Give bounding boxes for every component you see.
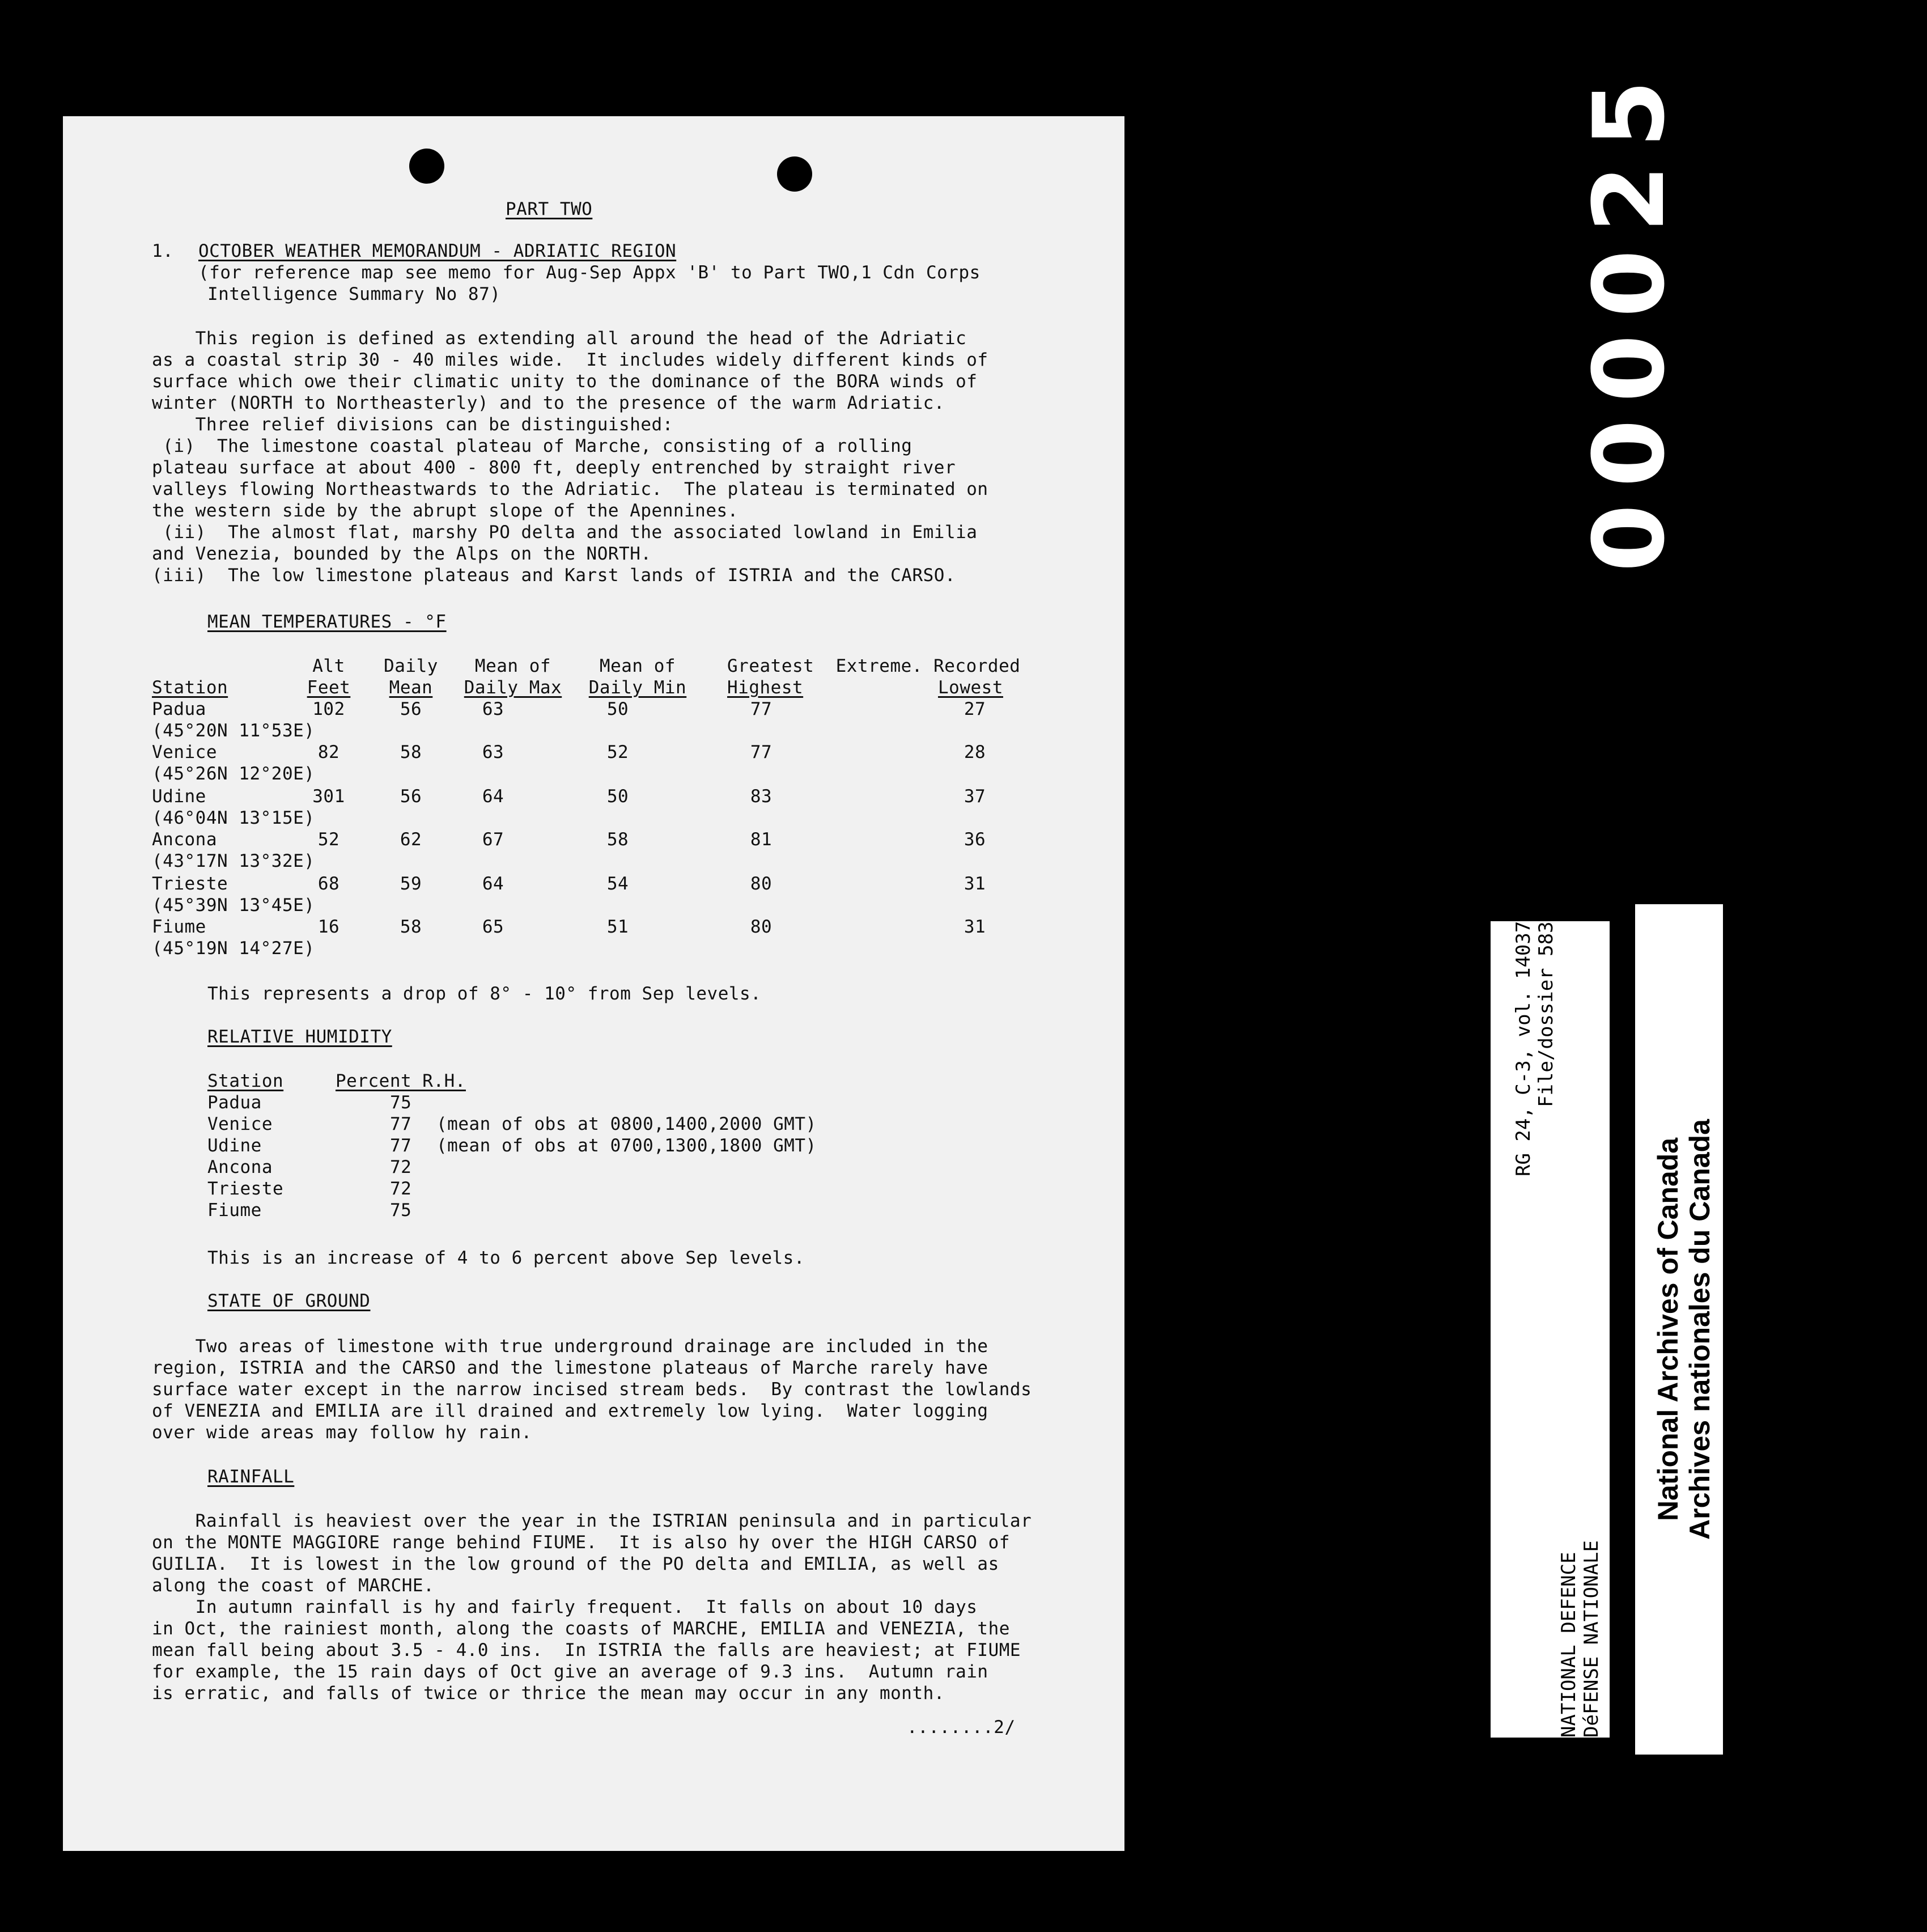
- temp-max: 63: [482, 699, 504, 719]
- humidity-note: (mean of obs at 0800,1400,2000 GMT): [436, 1114, 817, 1134]
- archive-name-fr: Archives nationales du Canada: [1684, 1119, 1716, 1540]
- col-alt-line2: Feet: [307, 677, 351, 698]
- temp-alt: 102: [312, 699, 345, 719]
- temp-max: 67: [482, 829, 504, 850]
- memo-reference-line-2: Intelligence Summary No 87): [207, 284, 501, 304]
- temp-station: Trieste: [152, 874, 228, 894]
- col-lowest: Lowest: [938, 677, 1003, 698]
- temp-mean: 62: [400, 829, 422, 850]
- temp-alt: 82: [317, 742, 340, 762]
- temp-max: 64: [482, 874, 504, 894]
- temperature-heading: MEAN TEMPERATURES - °F: [207, 612, 447, 632]
- temp-alt: 301: [312, 786, 345, 807]
- rainfall-line: Rainfall is heaviest over the year in the ISTRIAN peninsula and in particular: [152, 1511, 1032, 1531]
- humidity-value: 75: [390, 1092, 412, 1113]
- humidity-station: Trieste: [207, 1179, 284, 1199]
- humidity-value: 72: [390, 1157, 412, 1177]
- temp-min: 50: [606, 699, 629, 719]
- col-daily-line2: Mean: [389, 677, 433, 698]
- temp-low: 27: [964, 699, 986, 719]
- rainfall-line: is erratic, and falls of twice or thrice the mean may occur in any month.: [152, 1683, 945, 1704]
- col-highest: Highest: [727, 677, 804, 698]
- torn-corner: [58, 23, 116, 97]
- temp-station: Udine: [152, 786, 206, 807]
- intro-line: and Venezia, bounded by the Alps on the NORTH.: [152, 544, 652, 564]
- ground-line: Two areas of limestone with true underground drainage are included in the: [152, 1336, 988, 1357]
- intro-line: valleys flowing Northeastwards to the Adriatic. The plateau is terminated on: [152, 479, 988, 499]
- intro-line: the western side by the abrupt slope of the Apennines.: [152, 501, 738, 521]
- humidity-value: 72: [390, 1179, 412, 1199]
- frame-number: 000025: [1570, 54, 1689, 581]
- intro-line: plateau surface at about 400 - 800 ft, deeply entrenched by straight river: [152, 457, 956, 478]
- temp-alt: 16: [317, 917, 340, 937]
- ground-line: over wide areas may follow hy rain.: [152, 1422, 532, 1443]
- humidity-station: Fiume: [207, 1200, 262, 1221]
- memo-title: OCTOBER WEATHER MEMORANDUM - ADRIATIC REGION: [198, 241, 677, 261]
- temp-station: Ancona: [152, 829, 217, 850]
- rainfall-line: in Oct, the rainiest month, along the coasts of MARCHE, EMILIA and VENEZIA, the: [152, 1619, 1010, 1639]
- temp-coord: (45°19N 14°27E): [152, 938, 315, 959]
- ground-line: region, ISTRIA and the CARSO and the limestone plateaus of Marche rarely have: [152, 1358, 988, 1378]
- rainfall-line: mean fall being about 3.5 - 4.0 ins. In ISTRIA the falls are heaviest; at FIUME: [152, 1640, 1021, 1660]
- rainfall-line: along the coast of MARCHE.: [152, 1575, 435, 1596]
- fonds-reference: [1512, 921, 1557, 1738]
- department-label: [1557, 921, 1603, 1738]
- temp-high: 77: [750, 699, 773, 719]
- archive-label: [1635, 904, 1723, 1755]
- temp-min: 52: [606, 742, 629, 762]
- intro-line: (iii) The low limestone plateaus and Karst lands of ISTRIA and the CARSO.: [152, 565, 956, 586]
- humidity-station: Padua: [207, 1092, 262, 1113]
- humidity-heading: RELATIVE HUMIDITY: [207, 1027, 392, 1047]
- rainfall-line: for example, the 15 rain days of Oct give an average of 9.3 ins. Autumn rain: [152, 1662, 988, 1682]
- temp-min: 51: [606, 917, 629, 937]
- ground-line: surface water except in the narrow incised stream beds. By contrast the lowlands: [152, 1379, 1032, 1400]
- temp-coord: (46°04N 13°15E): [152, 808, 315, 828]
- punch-hole-left: [409, 149, 444, 184]
- rainfall-line: GUILIA. It is lowest in the low ground of the PO delta and EMILIA, as well as: [152, 1554, 999, 1574]
- temp-coord: (45°20N 11°53E): [152, 721, 315, 741]
- temp-station: Padua: [152, 699, 206, 719]
- humidity-station: Ancona: [207, 1157, 273, 1177]
- humidity-note: (mean of obs at 0700,1300,1800 GMT): [436, 1136, 817, 1156]
- col-extreme-line1: Greatest Extreme. Recorded: [727, 656, 1021, 676]
- department-line-1: NATIONAL DEFENCE: [1557, 1552, 1580, 1738]
- temp-high: 77: [750, 742, 773, 762]
- temperature-note: This represents a drop of 8° - 10° from Sep levels.: [207, 984, 762, 1004]
- humidity-station: Udine: [207, 1136, 262, 1156]
- department-line-2: DéFENSE NATIONALE: [1580, 1540, 1603, 1738]
- part-heading: PART TWO: [506, 199, 593, 219]
- temp-high: 83: [750, 786, 773, 807]
- temp-low: 37: [964, 786, 986, 807]
- intro-line: as a coastal strip 30 - 40 miles wide. It includes widely different kinds of: [152, 350, 988, 370]
- temp-low: 28: [964, 742, 986, 762]
- memo-reference-line-1: (for reference map see memo for Aug-Sep Appx 'B' to Part TWO,1 Cdn Corps: [198, 262, 981, 283]
- ground-line: of VENEZIA and EMILIA are ill drained and extremely low lying. Water logging: [152, 1401, 988, 1421]
- temp-low: 36: [964, 829, 986, 850]
- temp-alt: 52: [317, 829, 340, 850]
- intro-line: winter (NORTH to Northeasterly) and to the presence of the warm Adriatic.: [152, 393, 945, 413]
- temp-min: 54: [606, 874, 629, 894]
- archive-name-en: National Archives of Canada: [1652, 1137, 1684, 1522]
- temp-mean: 56: [400, 699, 422, 719]
- temp-station: Venice: [152, 742, 217, 762]
- temp-coord: (45°39N 13°45E): [152, 895, 315, 916]
- rainfall-line: In autumn rainfall is hy and fairly frequent. It falls on about 10 days: [152, 1597, 978, 1617]
- col-min-line2: Daily Min: [588, 677, 687, 698]
- rainfall-line: on the MONTE MAGGIORE range behind FIUME. It is also hy over the HIGH CARSO of: [152, 1532, 1010, 1553]
- intro-line: (ii) The almost flat, marshy PO delta and the associated lowland in Emilia: [152, 522, 978, 543]
- temp-coord: (45°26N 12°20E): [152, 764, 315, 784]
- temp-max: 65: [482, 917, 504, 937]
- intro-line: (i) The limestone coastal plateau of Marche, consisting of a rolling: [152, 436, 912, 456]
- col-max-line2: Daily Max: [464, 677, 562, 698]
- temp-low: 31: [964, 917, 986, 937]
- humidity-col-station: Station: [207, 1071, 284, 1091]
- temp-min: 58: [606, 829, 629, 850]
- temp-station: Fiume: [152, 917, 206, 937]
- humidity-station: Venice: [207, 1114, 273, 1134]
- humidity-value: 77: [390, 1136, 412, 1156]
- col-alt-line1: Alt: [312, 656, 345, 676]
- temp-mean: 56: [400, 786, 422, 807]
- temp-max: 64: [482, 786, 504, 807]
- col-min-line1: Mean of: [599, 656, 676, 676]
- humidity-note-text: This is an increase of 4 to 6 percent above Sep levels.: [207, 1248, 805, 1268]
- temp-high: 80: [750, 917, 773, 937]
- intro-line: Three relief divisions can be distinguished:: [152, 414, 673, 435]
- punch-hole-right: [777, 156, 812, 192]
- reference-label: [1491, 921, 1610, 1738]
- col-daily-line1: Daily: [384, 656, 438, 676]
- temp-mean: 59: [400, 874, 422, 894]
- temp-high: 81: [750, 829, 773, 850]
- fonds-reference-line-2: File/dossier 583: [1535, 921, 1557, 1107]
- temp-mean: 58: [400, 917, 422, 937]
- temp-min: 50: [606, 786, 629, 807]
- temp-high: 80: [750, 874, 773, 894]
- col-max-line1: Mean of: [474, 656, 551, 676]
- temp-max: 63: [482, 742, 504, 762]
- humidity-value: 75: [390, 1200, 412, 1221]
- rainfall-heading: RAINFALL: [207, 1467, 295, 1487]
- humidity-col-rh: Percent R.H.: [336, 1071, 466, 1091]
- fonds-reference-line-1: RG 24, C-3, vol. 14037: [1512, 921, 1535, 1177]
- archive-name: [1652, 904, 1716, 1755]
- humidity-value: 77: [390, 1114, 412, 1134]
- temp-mean: 58: [400, 742, 422, 762]
- temp-low: 31: [964, 874, 986, 894]
- intro-line: This region is defined as extending all around the head of the Adriatic: [152, 328, 967, 349]
- ground-heading: STATE OF GROUND: [207, 1291, 371, 1311]
- col-station: Station: [152, 677, 228, 698]
- temp-coord: (43°17N 13°32E): [152, 851, 315, 871]
- continued-marker: ........2/: [907, 1717, 1016, 1738]
- temp-alt: 68: [317, 874, 340, 894]
- memo-number: 1.: [152, 241, 174, 261]
- intro-line: surface which owe their climatic unity to the dominance of the BORA winds of: [152, 371, 978, 392]
